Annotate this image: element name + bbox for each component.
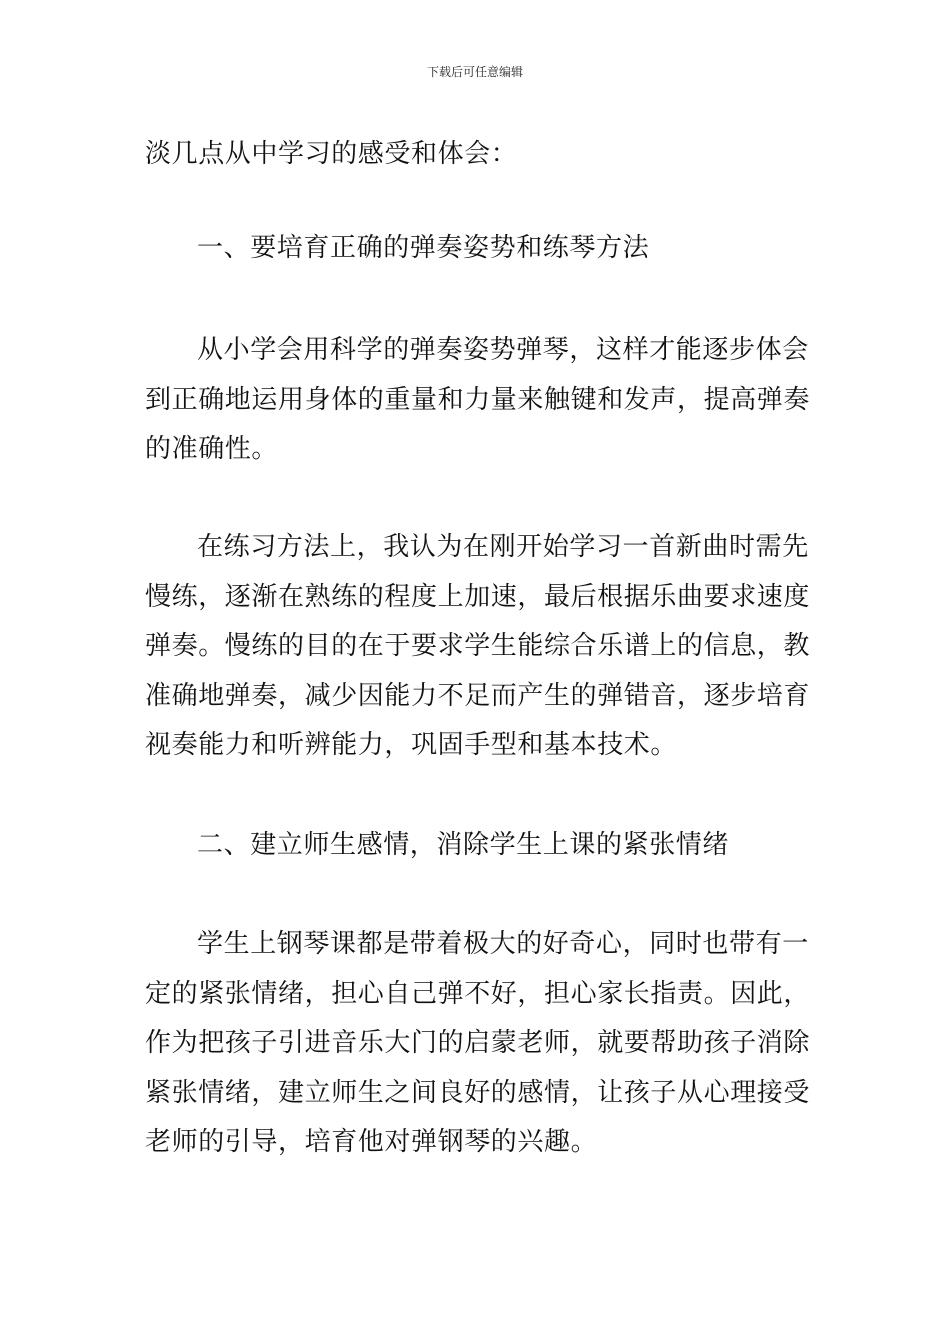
paragraph-line: 从小学会用科学的弹奏姿势弹琴，这样才能逐步体会 [197, 335, 809, 365]
page-header: 下载后可任意编辑 [426, 65, 523, 79]
paragraph-line: 作为把孩子引进音乐大门的启蒙老师，就要帮助孩子消除 [145, 1028, 811, 1058]
section1-heading: 一、要培育正确的弹奏姿势和练琴方法 [197, 233, 650, 263]
paragraph-line: 的准确性。 [145, 434, 279, 464]
section2-paragraph1 [145, 920, 810, 1168]
paragraph-line: 学生上钢琴课都是带着极大的好奇心，同时也带有一 [197, 929, 809, 959]
section2-heading: 二、建立师生感情，消除学生上课的紧张情绪 [197, 830, 730, 860]
section1-paragraph1 [145, 326, 810, 475]
intro-line: 淡几点从中学习的感受和体会： [145, 139, 518, 169]
paragraph-line: 弹奏。慢练的目的在于要求学生能综合乐谱上的信息，教 [145, 631, 811, 661]
paragraph-line: 准确地弹奏，减少因能力不足而产生的弹错音，逐步培育 [145, 680, 811, 711]
section1-paragraph2 [145, 523, 810, 771]
paragraph-line: 在练习方法上，我认为在刚开始学习一首新曲时需先 [197, 532, 809, 562]
paragraph-line: 定的紧张情绪，担心自己弹不好，担心家长指责。因此， [145, 978, 811, 1009]
paragraph-line: 紧张情绪，建立师生之间良好的感情，让孩子从心理接受 [145, 1077, 811, 1108]
paragraph-line: 到正确地运用身体的重量和力量来触键和发声，提高弹奏 [145, 384, 811, 415]
paragraph-line: 慢练，逐渐在熟练的程度上加速，最后根据乐曲要求速度 [145, 581, 811, 612]
paragraph-line: 老师的引导，培育他对弹钢琴的兴趣。 [145, 1127, 598, 1157]
paragraph-line: 视奏能力和听辨能力，巩固手型和基本技术。 [145, 730, 678, 760]
